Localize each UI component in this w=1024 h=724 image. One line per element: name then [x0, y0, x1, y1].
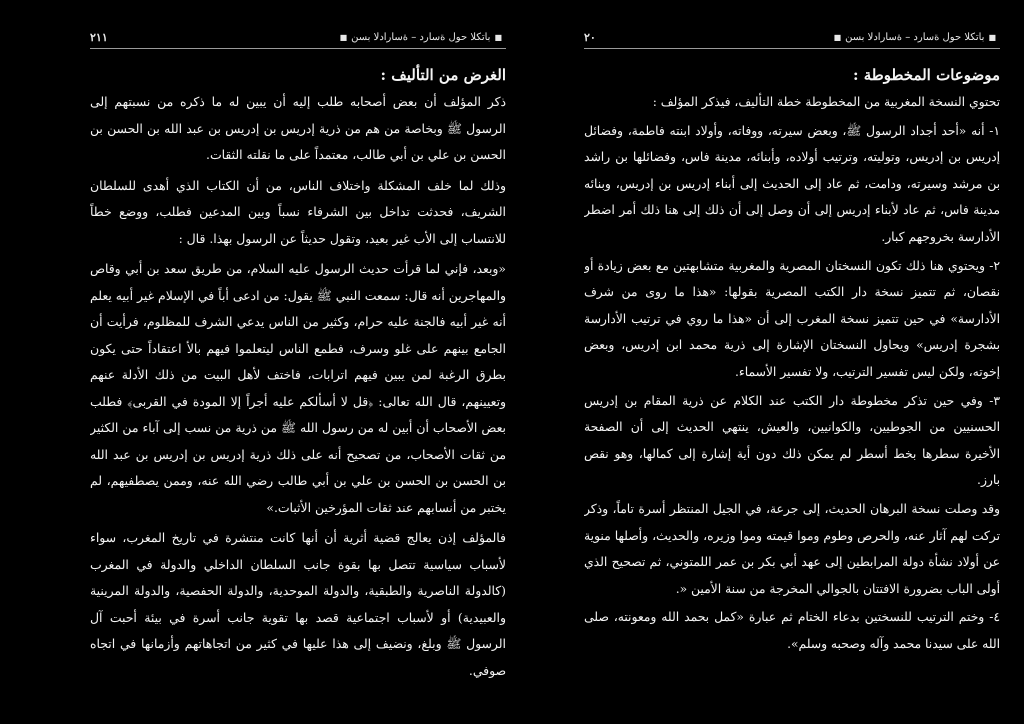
left-page-number: ٢١١: [90, 30, 108, 44]
left-paragraph-4: فالمؤلف إذن يعالج قضية أثرية أن أنها كانت منتشرة في تاريخ المغرب، سواء لأسباب سياسية تتصل بها بقوة جانب السلطان الداخلي والدولة في المغرب (كالدولة الناصرية والطبقية، والدولة الموحدية، والدولة الحفصية، والدولة المرينية والعبيدية) أو لأسباب اجتماعية قصد بها تقوية جانب أسرة في بيئة أحبت آل الرسول ﷺ وبلغ، ونضيف إلى هذا عليها في كثير من اتجاهاتهم وأزمانها في اتجاه صوفي.: [90, 530, 506, 678]
right-page-number: ٢٠: [584, 30, 596, 44]
right-page: [584, 26, 1000, 706]
right-item-1: ١- أنه «أحد أجداد الرسول ﷺ، وبعض سيرته، ووفاته، وأولاد ابنته فاطمة، وفضائل إدريس بن إدريس، وتوليته، وترتيب أولاده، وأبنائه، مدينة فاس، وفضائلها بن راشد بن مرشد وسيرته، ودامت، ثم عاد إلى الحديث إلى أبناء إدريس بن إدريس، وبنائه مدينة فاس، ثم عاد لأبناء إدريس إلى أن وصل إلى أن ذلك إلى هنا ذلك أمر اضطر الأدارسة بخروجهم كبار.: [584, 123, 1000, 244]
right-item-2: ٢- ويحتوي هنا ذلك تكون النسختان المصرية والمغربية متشابهتين مع بعض زيادة أو نقصان، ثم تتميز نسخة دار الكتب المصرية بقولها: «هذا ما روى من شرف الأدارسة» في حين تتميز نسخة المغرب إلى أن «هذا ما روي في ترتيب الأدارسة بشجرة إدريس» ويحاول النسختان الإشارة إلى ذرية محمد ابن إدريس، وبعض إخوته، ولكن ليس تفسير الترتيب، ولا تفسير الأسماء.: [584, 258, 1000, 379]
right-item-3: ٣- وفي حين تذكر مخطوطة دار الكتب عند الكلام عن ذرية المقام بن إدريس الحسنيين من الجوطيين، والكوانيين، والعيش، ينتهي الحديث إلى أن الصفحة الأخيرة سطرها بخط أسطر لم يمكن ذلك دون أية إشارة إلى كمالها، وهو نقص بارز.: [584, 393, 1000, 488]
square-bullet-icon: ■: [339, 32, 348, 42]
right-section-title: موضوعات المخطوطة :: [852, 66, 1000, 84]
square-bullet-icon: ■: [833, 32, 842, 42]
right-paragraph-intro: تحتوي النسخة المغربية من المخطوطة خطة التأليف، فيذكر المؤلف :: [652, 95, 1000, 109]
right-running-title: ■باتكلا حول ةسارد – ةسارادلا بسن■: [830, 32, 1000, 43]
square-bullet-icon: ■: [494, 32, 502, 42]
left-running-title: ■باتكلا حول ةسارد – ةسارادلا بسن■: [336, 32, 506, 43]
square-bullet-icon: ■: [988, 32, 996, 42]
left-section-title: الغرض من التأليف :: [380, 66, 506, 84]
left-paragraph-2: وذلك لما خلف المشكلة واختلاف الناس، من أن الكتاب الذي أهدى للسلطان الشريف، فحدثت تداخل بين الشرفاء نسباً وبين المدعين فطلب، ووضع خطاً للانتساب إلى الأب غير بعيد، وتقول حديثاً عن الرسول بهذا. قال :: [90, 177, 506, 246]
left-paragraph-3: «وبعد، فإني لما قرأت حديث الرسول عليه السلام، من طريق سعد بن أبي وقاص والمهاجرين أنه قال: سمعت النبي ﷺ يقول: من ادعى أباً في الإسلام غير أبيه يعلم أنه غير أبيه فالجنة عليه حرام، وكثير من الناس يدعي الشرف للمظلوم، فرأيت أن الجامع بينهم على غلو وسرف، فطمع الناس ليتعلموا فيهم بالأ اعتقاداً حتى يكون بطرق الرغبة لمن يبين فيهم اترابات، فاختف لأهل البيت من ذلك الأدلة عنهم وتعيينهم، قال الله تعالى: ﴿قل لا أسألكم عليه أجراً إلا المودة في القربى﴾ فطلب بعض الأصحاب أن أبين له من رسول الله ﷺ من ذرية من نسب إلى آباء من الكثير من ثقات الأصحاب، من تصحيح أنه على ذلك ذرية إدريس بن إدريس بن عبد الله بن الحسن بن الحسن بن علي بن أبي طالب رضي الله عنه، وممن يصطفيهم، لم يختبر من أنسابهم عند ثقات المؤرخين الأثبات.»: [90, 261, 506, 515]
left-paragraph-1: ذكر المؤلف أن بعض أصحابه طلب إليه أن يبين له ما ذكره من نسبتهم إلى الرسول ﷺ وبخاصة من هم من ذرية إدريس بن إدريس بن عبد الله بن الحسن بن الحسن بن علي بن أبي طالب، معتمداً على ما نقلته الثقات.: [90, 94, 506, 162]
right-paragraph-continuation: وقد وصلت نسخة البرهان الحديث، إلى جرعة، في الجيل المنتظر أسرة تاماً، وذكر تركت لهم آثار عنه، والحرص وطوم وموا قيمته وموا وزيره، والحديث، وأصلها منوية عن أولاد نشأة دولة المرابطين إلى عهد أبي بكر بن عمر اللمتوني، ثم تصحيح الذي أولى الباب بضرورة الافتتان بالجوالي المخرجة من سنة الأمين «.: [584, 501, 1000, 596]
left-page: [90, 26, 506, 706]
right-running-head: [584, 26, 1000, 49]
right-item-4: ٤- وختم الترتيب للنسختين بدعاء الختام ثم عبارة «كمل بحمد الله ومعونته، صلى الله على سيدنا محمد وآله وصحبه وسلم».: [584, 610, 1000, 651]
left-running-head: [90, 26, 506, 49]
